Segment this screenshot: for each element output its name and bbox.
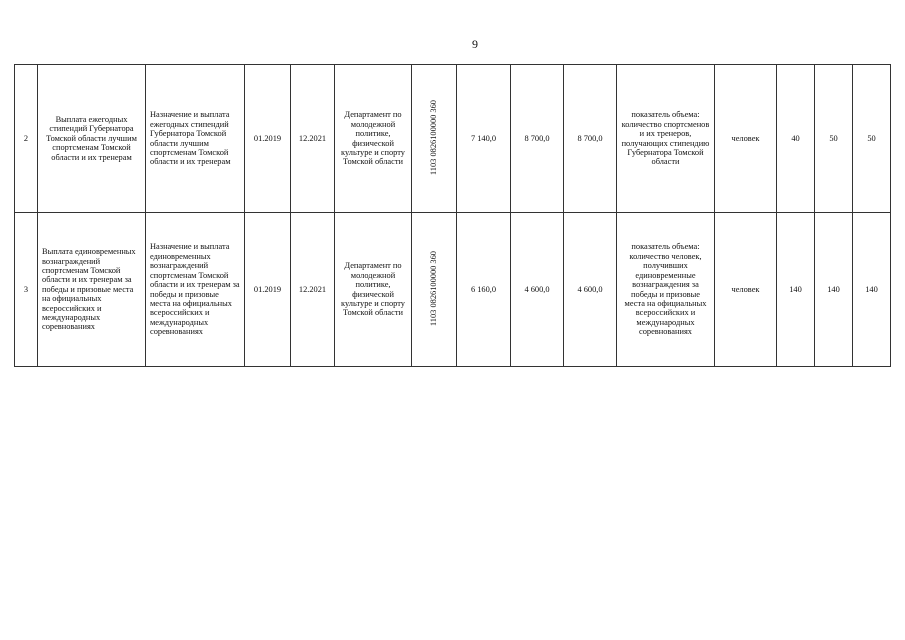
value-year-2: 140	[815, 213, 853, 367]
amount-year-2: 4 600,0	[511, 213, 564, 367]
row-number: 3	[15, 213, 38, 367]
start-date: 01.2019	[245, 65, 291, 213]
budget-code-cell	[412, 65, 457, 213]
table-row	[15, 65, 891, 213]
unit: человек	[715, 213, 777, 367]
end-date: 12.2021	[291, 213, 335, 367]
unit: человек	[715, 65, 777, 213]
value-year-1: 140	[777, 213, 815, 367]
event-name: Выплата ежегодных стипендий Губернатора Томской области лучшим спортсменам Томской области и их тренерам	[38, 65, 146, 213]
event-purpose: Назначение и выплата ежегодных стипендий Губернатора Томской области лучшим спортсменам Томской области и их тренерам	[146, 65, 245, 213]
start-date: 01.2019	[245, 213, 291, 367]
indicator: показатель объема: количество спортсменов и их тренеров, получающих стипендию Губернатора Томской области	[617, 65, 715, 213]
page-number: 9	[472, 37, 478, 51]
amount-year-3: 4 600,0	[564, 213, 617, 367]
budget-code-cell	[412, 213, 457, 367]
amount-year-2: 8 700,0	[511, 65, 564, 213]
executor: Департамент по молодежной политике, физической культуре и спорту Томской области	[335, 65, 412, 213]
value-year-2: 50	[815, 65, 853, 213]
value-year-1: 40	[777, 65, 815, 213]
budget-code: 1103 0826100000 360	[429, 250, 439, 326]
indicator: показатель объема: количество человек, получивших единовременные вознаграждения за победы и призовые места на официальных всероссийских и международных соревнованиях	[617, 213, 715, 367]
value-year-3: 140	[853, 213, 891, 367]
event-name: Выплата единовременных вознаграждений спортсменам Томской области и их тренерам за победы и призовые места на официальных всероссийских и международных соревнованиях	[38, 213, 146, 367]
table-row	[15, 213, 891, 367]
amount-year-1: 7 140,0	[457, 65, 511, 213]
program-table	[14, 64, 891, 367]
end-date: 12.2021	[291, 65, 335, 213]
value-year-3: 50	[853, 65, 891, 213]
budget-code: 1103 0826100000 360	[429, 99, 439, 175]
amount-year-1: 6 160,0	[457, 213, 511, 367]
amount-year-3: 8 700,0	[564, 65, 617, 213]
executor: Департамент по молодежной политике, физической культуре и спорту Томской области	[335, 213, 412, 367]
row-number: 2	[15, 65, 38, 213]
event-purpose: Назначение и выплата единовременных вознаграждений спортсменам Томской области и их тренерам за победы и призовые места на официальных всероссийских и международных соревнованиях	[146, 213, 245, 367]
